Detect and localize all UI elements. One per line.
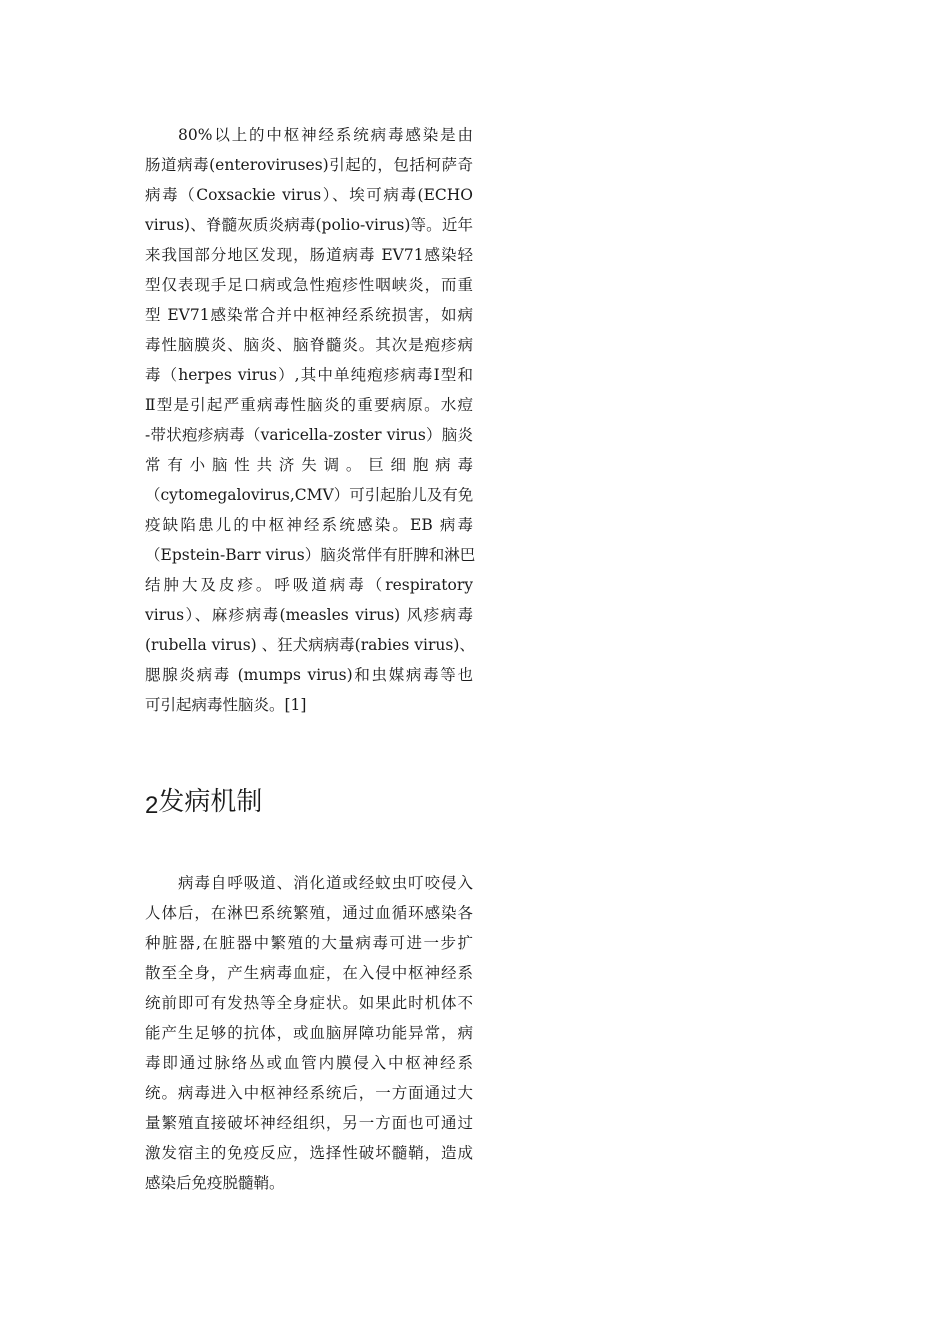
text-line: 来我国部分地区发现，肠道病毒 EV71感染轻 bbox=[145, 246, 473, 264]
text-line: 毒即通过脉络丛或血管内膜侵入中枢神经系 bbox=[145, 1054, 473, 1072]
heading-title: 发病机制 bbox=[158, 787, 263, 817]
text-line: 常有小脑性共济失调。巨细胞病毒 bbox=[145, 456, 473, 474]
text-line: 激发宿主的免疫反应，选择性破坏髓鞘，造成 bbox=[145, 1144, 473, 1162]
heading-number: 2 bbox=[145, 792, 159, 819]
text-line: 肠道病毒(enteroviruses)引起的，包括柯萨奇 bbox=[145, 156, 473, 174]
text-line: （cytomegalovirus,CMV）可引起胎儿及有免 bbox=[145, 486, 474, 504]
text-line: 病毒（Coxsackie virus）、埃可病毒(ECHO bbox=[145, 186, 473, 204]
paragraph-pathogenesis bbox=[145, 868, 473, 1198]
text-line: 型仅表现手足口病或急性疱疹性咽峡炎，而重 bbox=[145, 276, 473, 294]
text-line: 型 EV71感染常合并中枢神经系统损害，如病 bbox=[145, 306, 473, 324]
text-line: 结肿大及皮疹。呼吸道病毒（respiratory bbox=[145, 576, 473, 594]
text-line: 80%以上的中枢神经系统病毒感染是由 bbox=[178, 126, 473, 144]
text-line: 疫缺陷患儿的中枢神经系统感染。EB 病毒 bbox=[145, 516, 473, 534]
text-line: (rubella virus) 、狂犬病病毒(rabies virus)、 bbox=[145, 636, 475, 654]
text-line: 毒（herpes virus）,其中单纯疱疹病毒Ⅰ型和 bbox=[145, 366, 473, 384]
text-line: 散至全身，产生病毒血症，在入侵中枢神经系 bbox=[145, 964, 473, 982]
text-line: -带状疱疹病毒（varicella-zoster virus）脑炎 bbox=[145, 426, 473, 444]
text-line: （Epstein-Barr virus）脑炎常伴有肝脾和淋巴 bbox=[145, 546, 476, 564]
text-line: 能产生足够的抗体，或血脑屏障功能异常，病 bbox=[145, 1024, 473, 1042]
text-line: 统前即可有发热等全身症状。如果此时机体不 bbox=[145, 994, 473, 1012]
text-line: Ⅱ型是引起严重病毒性脑炎的重要病原。水痘 bbox=[145, 396, 473, 414]
text-line: 感染后免疫脱髓鞘。 bbox=[145, 1174, 285, 1192]
text-line: 人体后，在淋巴系统繁殖，通过血循环感染各 bbox=[145, 904, 473, 922]
section-heading bbox=[145, 780, 262, 824]
text-line: virus）、麻疹病毒(measles virus) 风疹病毒 bbox=[145, 606, 473, 624]
text-line: 毒性脑膜炎、脑炎、脑脊髓炎。其次是疱疹病 bbox=[145, 336, 473, 354]
text-line: 腮腺炎病毒 (mumps virus)和虫媒病毒等也 bbox=[145, 666, 473, 684]
text-line: 病毒自呼吸道、消化道或经蚊虫叮咬侵入 bbox=[178, 874, 473, 892]
text-line: 种脏器,在脏器中繁殖的大量病毒可进一步扩 bbox=[145, 934, 473, 952]
text-line: virus)、脊髓灰质炎病毒(polio-virus)等。近年 bbox=[145, 216, 473, 234]
text-line: 统。病毒进入中枢神经系统后，一方面通过大 bbox=[145, 1084, 473, 1102]
text-line: 量繁殖直接破坏神经组织，另一方面也可通过 bbox=[145, 1114, 473, 1132]
paragraph-etiology bbox=[145, 120, 476, 720]
text-line: 可引起病毒性脑炎。[1] bbox=[145, 696, 307, 714]
